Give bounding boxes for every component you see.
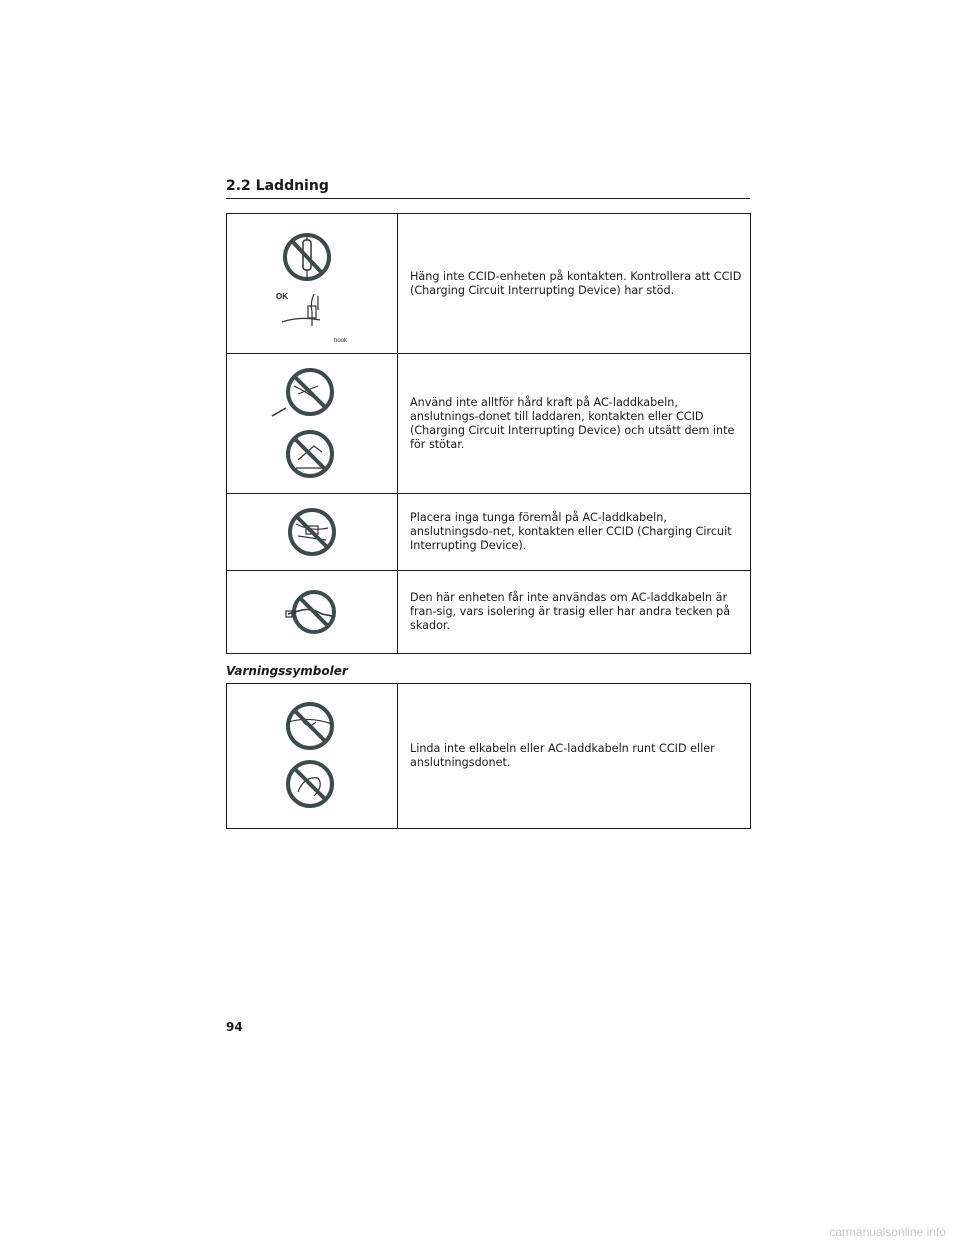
row-text: Häng inte CCID-enheten på kontakten. Kontrollera att CCID (Charging Circuit Interrupting Device) har stöd. <box>398 214 751 354</box>
footer-watermark: carmanualsonline.info <box>829 1225 946 1239</box>
table-row <box>227 214 751 354</box>
illustration-cell <box>227 354 398 494</box>
table-row <box>227 684 751 829</box>
subheading: Varningssymboler <box>226 664 348 678</box>
no-excessive-force-icon <box>252 364 372 484</box>
illustration-cell <box>227 684 398 829</box>
page-number: 94 <box>226 1020 243 1034</box>
row-text: Linda inte elkabeln eller AC-laddkabeln runt CCID eller anslutningsdonet. <box>398 684 751 829</box>
no-heavy-objects-icon <box>282 502 342 562</box>
row-text: Den här enheten får inte användas om AC-laddkabeln är fran-sig, vars isolering är trasig eller har andra tecken på skador. <box>398 571 751 654</box>
ok-label: OK <box>276 291 288 301</box>
no-hanging-ccid-icon <box>252 224 372 344</box>
table-row <box>227 494 751 571</box>
illustration-cell <box>227 571 398 654</box>
row-text: Placera inga tunga föremål på AC-laddkabeln, anslutningsdo-net, kontakten eller CCID (Charging Circuit Interrupting Device). <box>398 494 751 571</box>
table-row <box>227 354 751 494</box>
row-text: Använd inte alltför hård kraft på AC-laddkabeln, anslutnings-donet till laddaren, kontakten eller CCID (Charging Circuit Interrupting Device) och utsätt dem inte för stötar. <box>398 354 751 494</box>
warning-table <box>226 213 751 654</box>
section-title: 2.2 Laddning <box>226 178 750 199</box>
table-row <box>227 571 751 654</box>
no-damaged-cable-icon <box>282 582 342 642</box>
warning-symbols-table <box>226 683 751 829</box>
hook-label: hook <box>334 337 348 344</box>
illustration-cell <box>227 214 398 354</box>
no-wrapping-cable-icon <box>252 696 372 816</box>
illustration-cell <box>227 494 398 571</box>
